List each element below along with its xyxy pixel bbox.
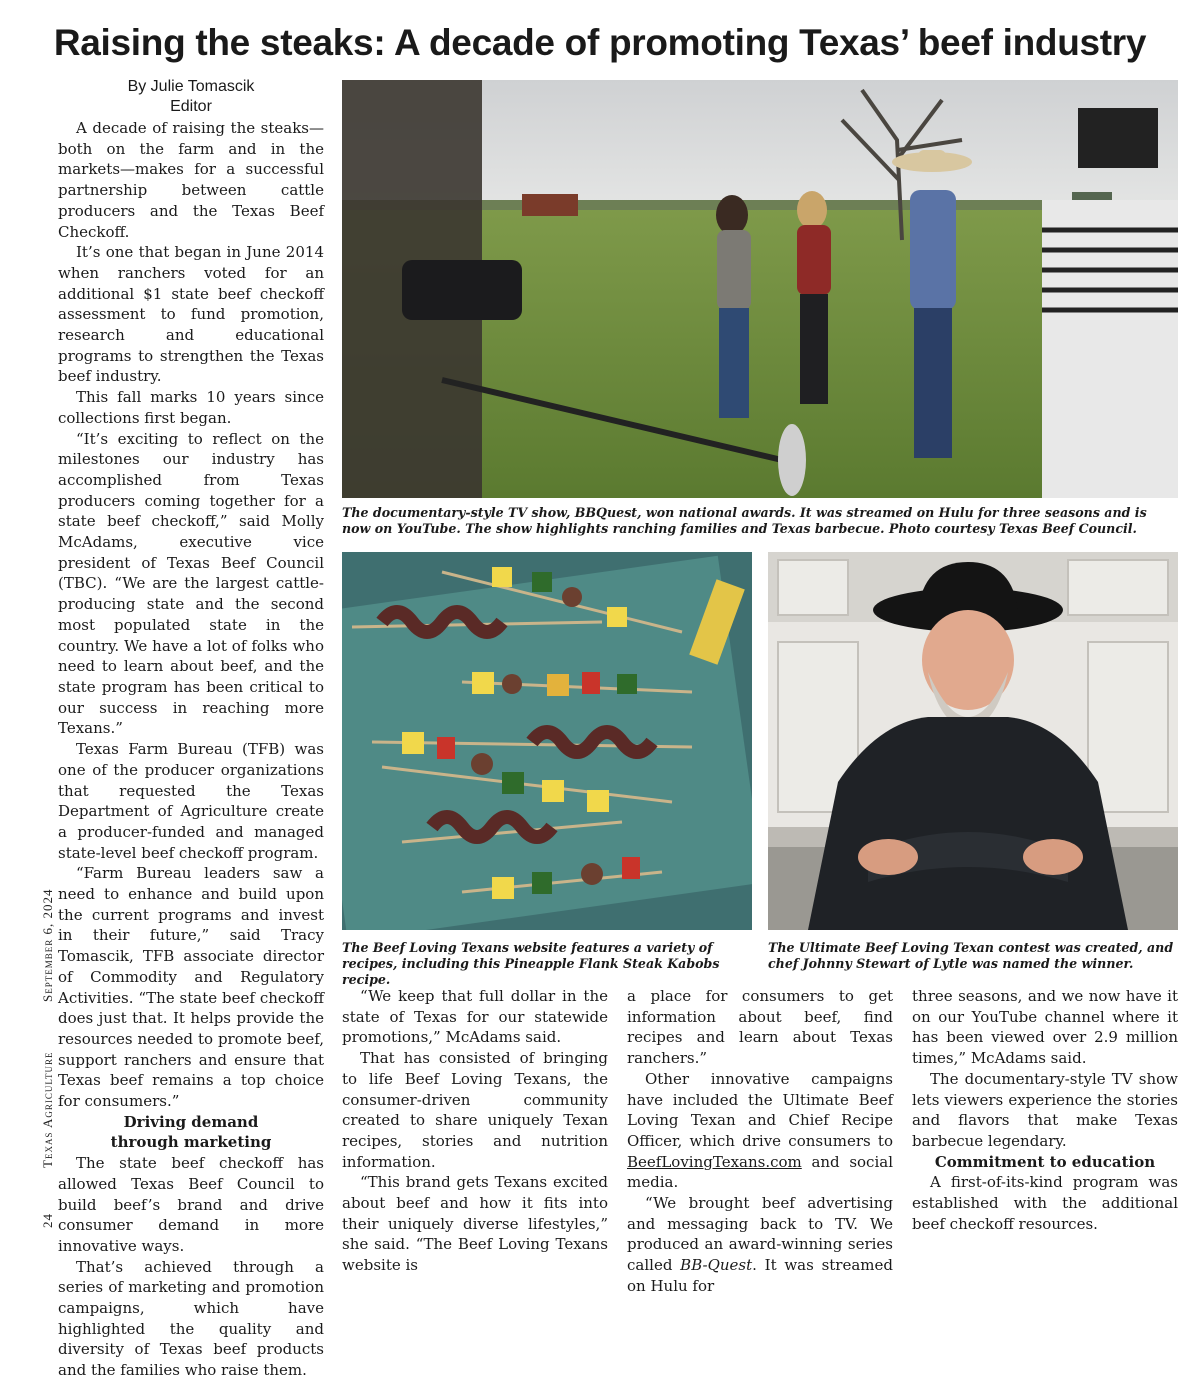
folio-page-number: 24 — [40, 1213, 55, 1228]
paragraph — [627, 1069, 893, 1193]
kabob-photo-caption: The Beef Loving Texans website features a variety of recipes, including this Pineapple Flank Steak Kabobs recipe. — [342, 940, 720, 987]
paragraph-text: and social media. — [627, 1152, 893, 1192]
paragraph — [627, 1193, 893, 1297]
byline — [58, 77, 324, 117]
folio-date: September 6, 2024 — [40, 888, 55, 1002]
paragraph: three seasons, and we now have it on our YouTube channel where it has been viewed over 2.9 million times,” McAdams said. — [912, 987, 1178, 1068]
folio-publication: Texas Agriculture — [40, 1051, 55, 1168]
paragraph: This fall marks 10 years since collections first began. — [58, 388, 324, 427]
chef-photo-caption: The Ultimate Beef Loving Texan contest was created, and chef Johnny Stewart of Lytle was named the winner. — [768, 940, 1174, 971]
subhead-driving-demand: Driving demand through marketing — [110, 1112, 272, 1152]
subhead-commitment-to-education: Commitment to education — [934, 1152, 1156, 1171]
paragraph: a place for consumers to get information about beef, find recipes and learn about Texas ranchers.” — [627, 987, 893, 1068]
paragraph: A first-of-its-kind program was established with the additional beef checkoff resources. — [912, 1173, 1178, 1233]
paragraph: That has consisted of bringing to life Beef Loving Texans, the consumer-driven community created to share uniquely Texan recipes, stories and nutrition information. — [342, 1049, 608, 1171]
paragraph: A decade of raising the steaks—both on the farm and in the markets—makes for a successful partnership between cattle producers and the Texas Beef Checkoff. — [58, 119, 324, 241]
paragraph: That’s achieved through a series of marketing and promotion campaigns, which have highlighted the quality and diversity of Texas beef products and the families who raise them. — [58, 1257, 324, 1380]
chef-johnny-stewart-photo — [768, 552, 1178, 930]
top-photo-caption: The documentary-style TV show, BBQuest, won national awards. It was streamed on Hulu for three seasons and is now on YouTube. The show highlights ranching families and Texas barbecue. Photo courtesy Texas Beef Council. — [342, 505, 1147, 536]
byline-role: Editor — [170, 98, 212, 115]
article-column-1 — [58, 118, 324, 1381]
article-column-3 — [627, 986, 893, 1297]
article-column-4 — [912, 986, 1178, 1234]
byline-author: By Julie Tomascik — [127, 78, 255, 95]
headline: Raising the steaks: A decade of promoting Texas’ beef industry — [53, 22, 1147, 63]
kabob-recipe-photo — [342, 552, 752, 930]
paragraph: Texas Farm Bureau (TFB) was one of the producer organizations that requested the Texas Department of Agriculture create a producer-funded and managed state-level beef checkoff program. — [58, 740, 324, 862]
bbquest-filming-photo — [342, 80, 1178, 498]
paragraph: The documentary-style TV show lets viewers experience the stories and flavors that make Texas barbecue legendary. — [912, 1069, 1178, 1150]
paragraph: “We keep that full dollar in the state of Texas for our statewide promotions,” McAdams said. — [342, 987, 608, 1047]
paragraph-text: Other innovative campaigns have included the Ultimate Beef Loving Texan and Chief Recipe Officer, which drive consumers to — [627, 1069, 893, 1150]
paragraph: The state beef checkoff has allowed Texas Beef Council to build beef’s brand and drive consumer demand in more innovative ways. — [58, 1154, 324, 1255]
paragraph-text: . It was streamed on Hulu for — [627, 1256, 893, 1295]
paragraph: It’s one that began in June 2014 when ranchers voted for an additional $1 state beef checkoff assessment to fund promotion, research and educational programs to strengthen the Texas beef industry. — [58, 243, 324, 386]
paragraph: “This brand gets Texans excited about beef and how it fits into their uniquely diverse lifestyles,” she said. “The Beef Loving Texans website is — [342, 1173, 608, 1275]
beef-loving-texans-link[interactable]: BeefLovingTexans.com — [627, 1152, 802, 1171]
paragraph-text: “We brought beef advertising and messaging back to TV. We produced an award-winning series called — [627, 1194, 893, 1275]
show-title: BB-Quest — [680, 1256, 753, 1275]
article-column-2 — [342, 986, 608, 1276]
paragraph: “It’s exciting to reflect on the milestones our industry has accomplished from Texas producers coming together for a state beef checkoff,” said Molly McAdams, executive vice president of Texas Beef Council (TBC). “We are the largest cattle-producing state and the second most populated state in the country. We have a lot of folks who need to learn about beef, and the state program has been critical to our success in reaching more Texans.” — [58, 429, 324, 738]
paragraph: “Farm Bureau leaders saw a need to enhance and build upon the current programs and invest in their future,” said Tracy Tomascik, TFB associate director of Commodity and Regulatory Activities. “The state beef checkoff does just that. It helps provide the resources needed to promote beef, support ranchers and ensure that Texas beef remains a top choice for consumers.” — [58, 864, 324, 1111]
